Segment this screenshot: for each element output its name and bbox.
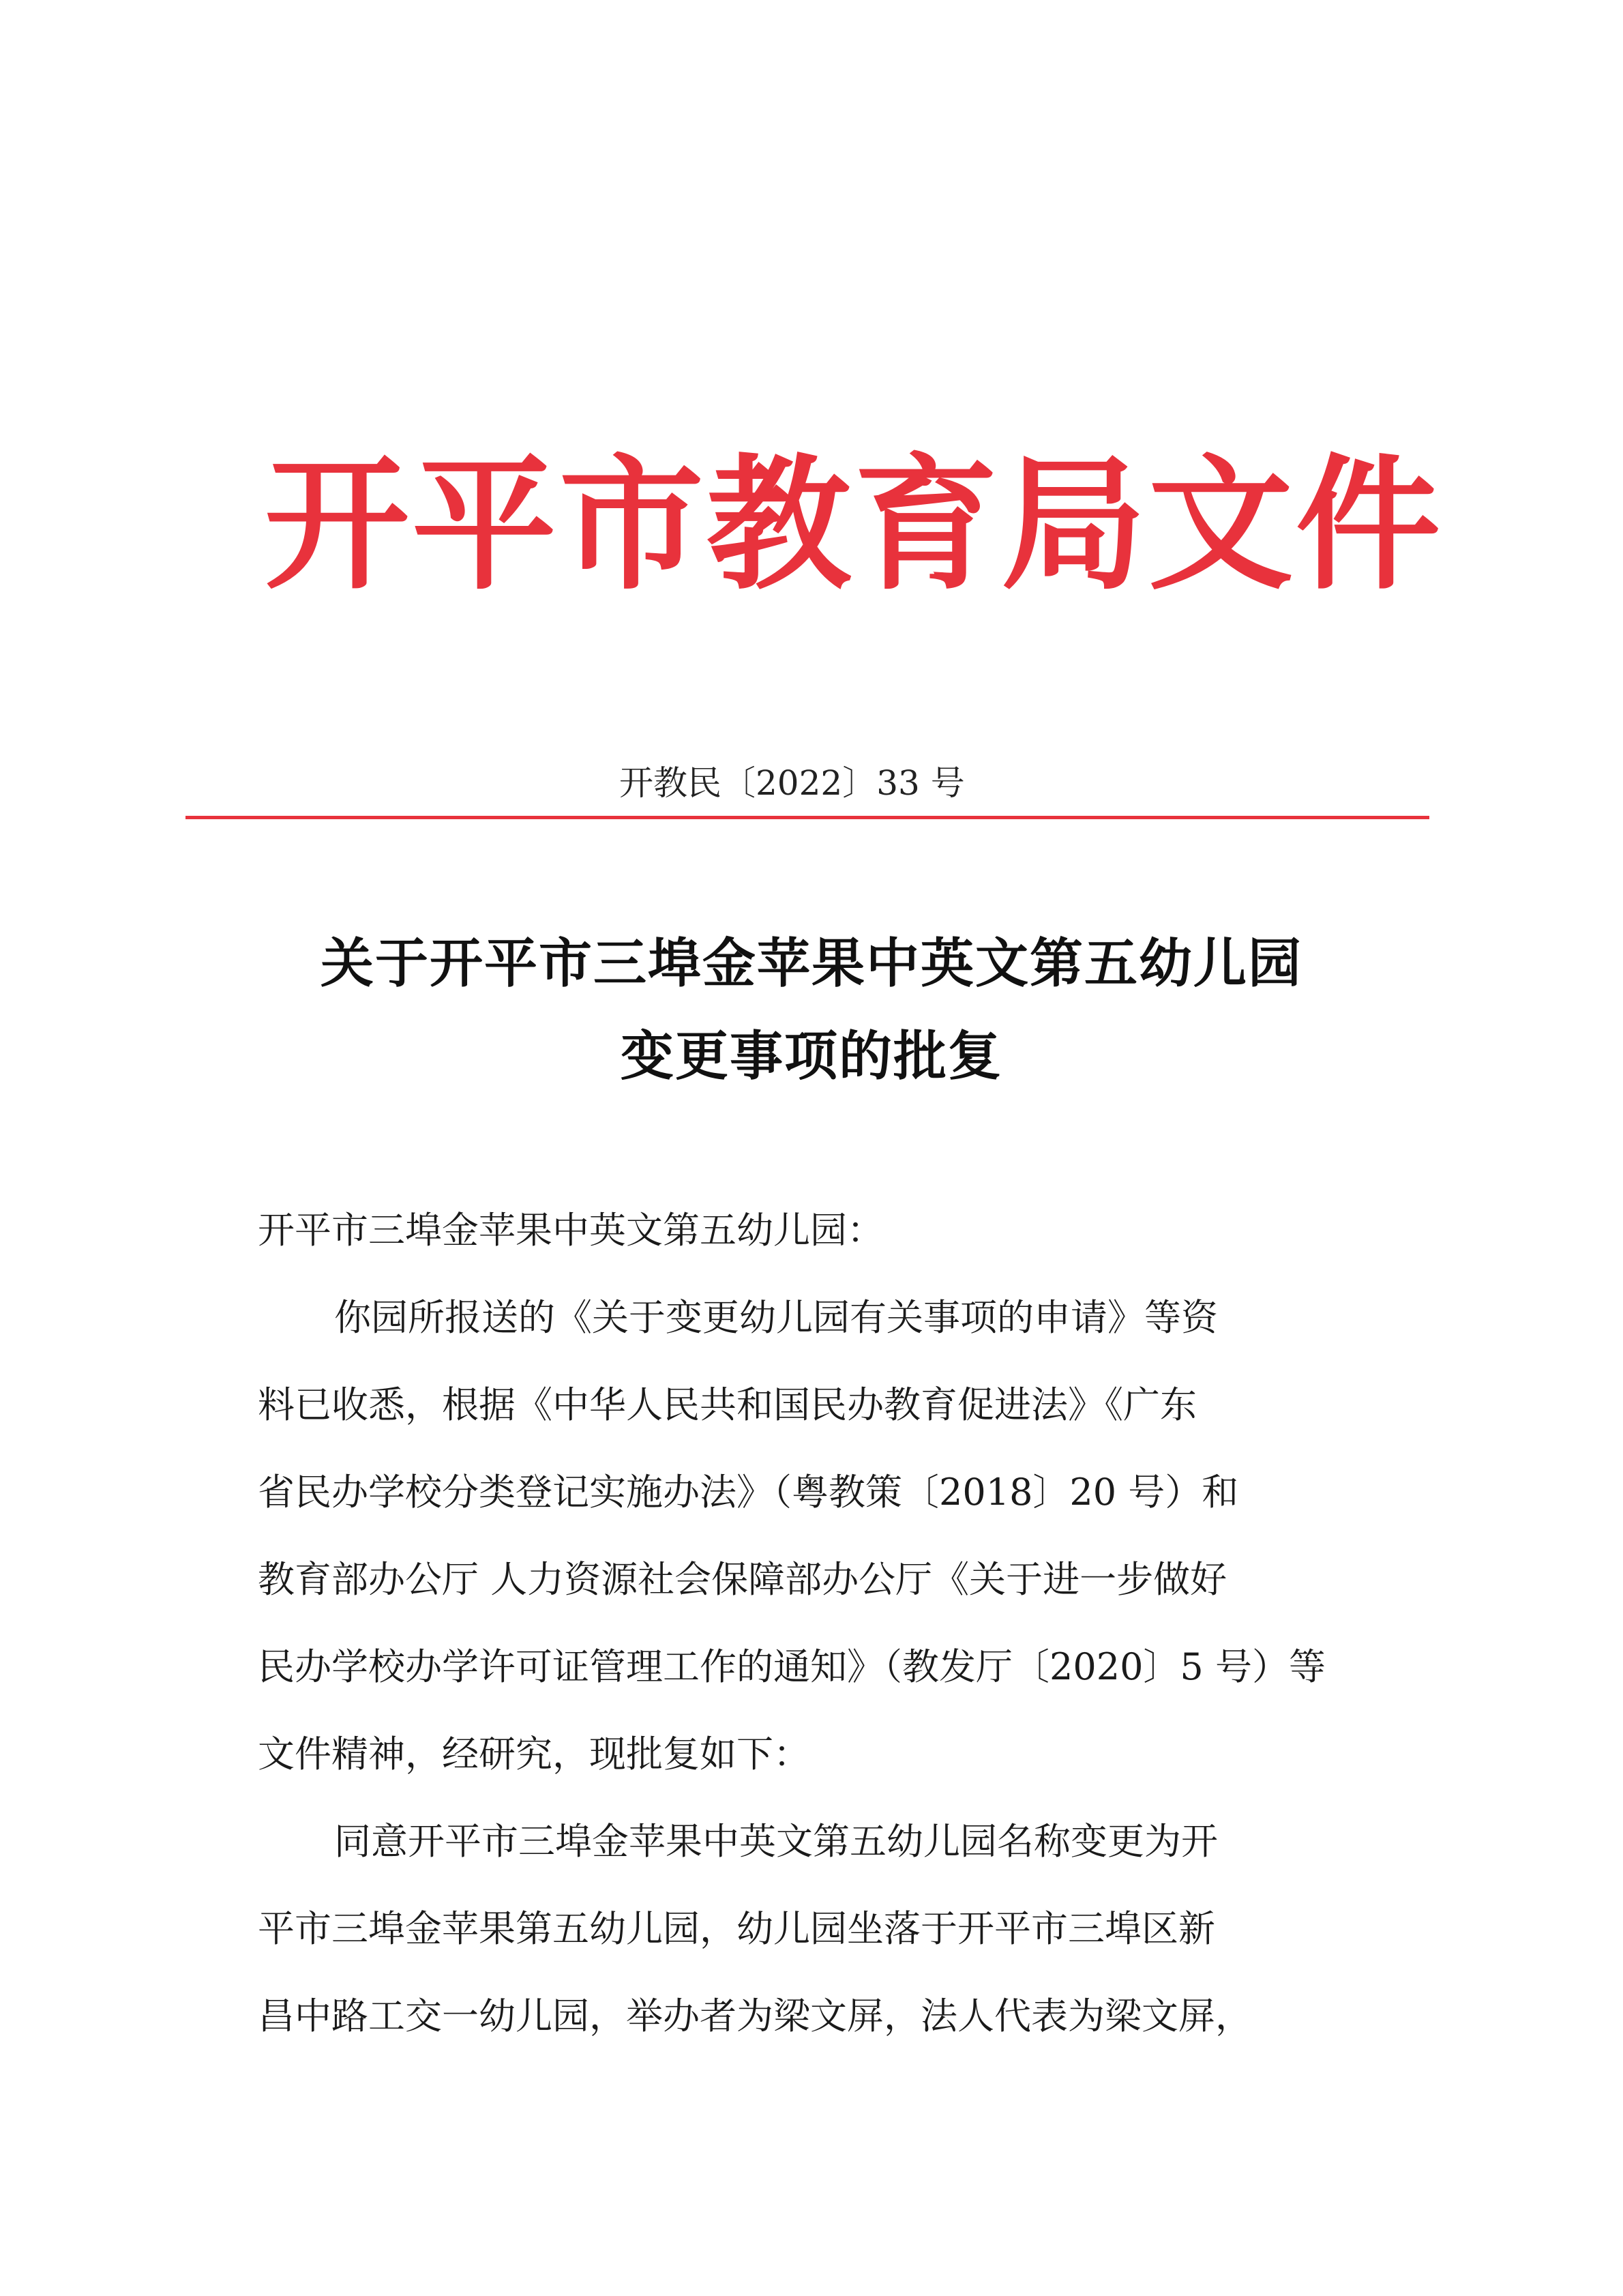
paragraph-2-line: 平市三埠金苹果第五幼儿园，幼儿园坐落于开平市三埠区新 — [258, 1907, 1215, 1950]
title-line-1: 关于开平市三埠金苹果中英文第五幼儿园 — [320, 932, 1302, 995]
paragraph-1-line: 文件精神，经研究，现批复如下： — [258, 1733, 810, 1776]
addressee: 开平市三埠金苹果中英文第五幼儿园： — [258, 1209, 884, 1252]
document-number: 开教民〔2022〕33 号 — [619, 763, 965, 803]
paragraph-1-line: 你园所报送的《关于变更幼儿园有关事项的申请》等资 — [334, 1296, 1218, 1339]
paragraph-1-line: 省民办学校分类登记实施办法》（粤教策〔2018〕20 号）和 — [258, 1471, 1239, 1514]
document-body — [258, 1187, 1390, 2060]
issuer-header: 开平市教育局文件 — [265, 441, 1443, 609]
document-title — [205, 917, 1418, 1103]
title-line-2: 变更事项的批复 — [620, 1025, 1002, 1087]
paragraph-1-line: 料已收悉，根据《中华人民共和国民办教育促进法》《广东 — [258, 1383, 1197, 1426]
paragraph-2-line: 同意开平市三埠金苹果中英文第五幼儿园名称变更为开 — [334, 1820, 1218, 1863]
paragraph-2-line: 昌中路工交一幼儿园，举办者为梁文屏，法人代表为梁文屏， — [258, 1995, 1252, 2037]
paragraph-1-line: 民办学校办学许可证管理工作的通知》（教发厅〔2020〕5 号）等 — [258, 1645, 1326, 1688]
paragraph-1-line: 教育部办公厅 人力资源社会保障部办公厅《关于进一步做好 — [258, 1558, 1227, 1601]
red-divider-line — [185, 816, 1429, 819]
